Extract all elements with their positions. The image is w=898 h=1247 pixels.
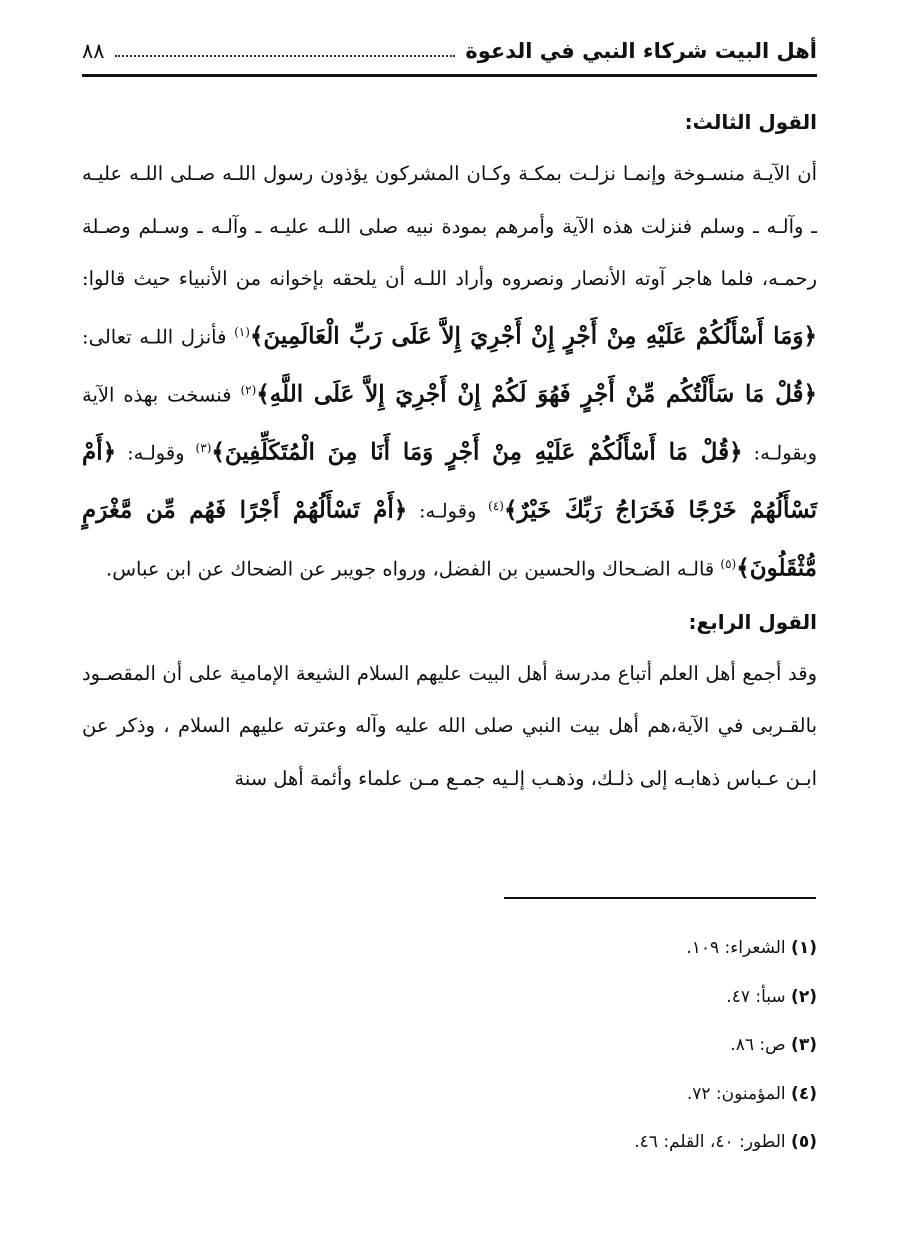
quran-verse: ﴿وَمَا أَسْأَلُكُمْ عَلَيْهِ مِنْ أَجْرٍ إِنْ أَجْرِيَ إِلاَّ عَلَى رَبِّ الْعَالَمِينَ﴾ <box>249 322 817 349</box>
footnote-item <box>82 1025 817 1074</box>
footnote-ref[interactable]: (٣) <box>195 440 212 455</box>
quran-verse: ﴿أَمْ تَسْأَلُهُمْ أَجْرًا فَهُم مِّن مَّغْرَمٍ مُّثْقَلُونَ﴾ <box>82 496 817 581</box>
footnote-text: الشعراء: ١٠٩. <box>686 938 792 958</box>
footnote-item <box>82 1074 817 1123</box>
footnote-number: (٥) <box>791 1132 817 1152</box>
running-title: أهل البيت شركاء النبي في الدعوة <box>465 39 817 63</box>
text-run: فنسخت بهذه الآية وبقولـه: <box>82 383 818 464</box>
text-run: قالـه الضـحاك والحسين بن الفضل، ورواه جويبر عن الضحاك عن ابن عباس. <box>106 557 721 580</box>
paragraph-fourth-view: وقد أجمع أهل العلم أتباع مدرسة أهل البيت عليهم السلام الشيعة الإمامية على أن المقصـود بالقـربى في الآية،هم أهل بيت النبي صلى الله عليه وآله وعترته عليهم السلام ، وذكر عن ابـن عـباس ذهابـه إلى ذلـك، وذهـب إلـيه جمـع مـن علماء وأئمة أهل سنة <box>82 661 817 790</box>
page-number: ٨٨ <box>82 39 105 63</box>
text-run: فأنزل اللـه تعالى: <box>82 325 235 348</box>
header-rule <box>82 74 817 77</box>
text-run: أن الآيـة منسـوخة وإنمـا نزلـت بمكـة وكـان المشركون يؤذون رسول اللـه صـلى اللـه عليـه ـ وآلـه ـ وسلم فنزلت هذه الآية وأمرهم بمودة نبيه صلى اللـه عليـه ـ وآلـه ـ وسـلم وصـلة رحمـه، فلما هاجر آوته الأنصار ونصروه وأراد اللـه أن يلحقه بإخوانه من الأنبياء حيث قالوا: <box>82 162 817 290</box>
footnote-number: (٣) <box>791 1035 817 1055</box>
running-header <box>82 30 817 72</box>
quran-verse: ﴿قُلْ مَا أَسْأَلُكُمْ عَلَيْهِ مِنْ أَجْرٍ وَمَا أَنَا مِنَ الْمُتَكَلِّفِينَ﴾ <box>211 438 743 465</box>
quran-verse: ﴿قُلْ مَا سَأَلْتُكُم مِّنْ أَجْرٍ فَهُوَ لَكُمْ إِنْ أَجْرِيَ إِلاَّ عَلَى اللَّهِ﴾ <box>256 380 817 407</box>
footnote-ref[interactable]: (٤) <box>488 498 504 513</box>
main-text <box>82 96 817 805</box>
quran-verse: ﴿أَمْ تَسْأَلُهُمْ خَرْجًا فَخَرَاجُ رَبِّكَ خَيْرٌ﴾ <box>82 438 817 523</box>
footnote-ref[interactable]: (٥) <box>720 556 737 571</box>
footnote-number: (٤) <box>791 1083 817 1104</box>
footnote-item <box>82 1122 817 1171</box>
text-run: وقولـه: <box>407 499 489 522</box>
paragraph-third-view <box>82 148 817 596</box>
header-dot-leader <box>115 45 456 57</box>
text-run: وقولـه: <box>116 441 196 464</box>
footnote-item <box>82 928 817 977</box>
footnote-text: المؤمنون: ٧٢. <box>686 1083 792 1104</box>
section-heading-fourth: القول الرابع: <box>688 609 817 634</box>
section-heading-third: القول الثالث: <box>684 110 817 134</box>
footnote-number: (١) <box>791 938 817 958</box>
footnote-ref[interactable]: (١) <box>234 324 250 339</box>
footnote-ref[interactable]: (٢) <box>240 382 257 397</box>
footnote-separator <box>504 897 816 899</box>
footnote-text: سبأ: ٤٧. <box>726 986 792 1007</box>
footnote-text: ص: ٨٦. <box>730 1035 792 1055</box>
footnotes <box>82 928 817 1171</box>
footnote-number: (٢) <box>791 986 817 1007</box>
footnote-text: الطور: ٤٠، القلم: ٤٦. <box>634 1132 792 1152</box>
footnote-item <box>82 977 817 1026</box>
